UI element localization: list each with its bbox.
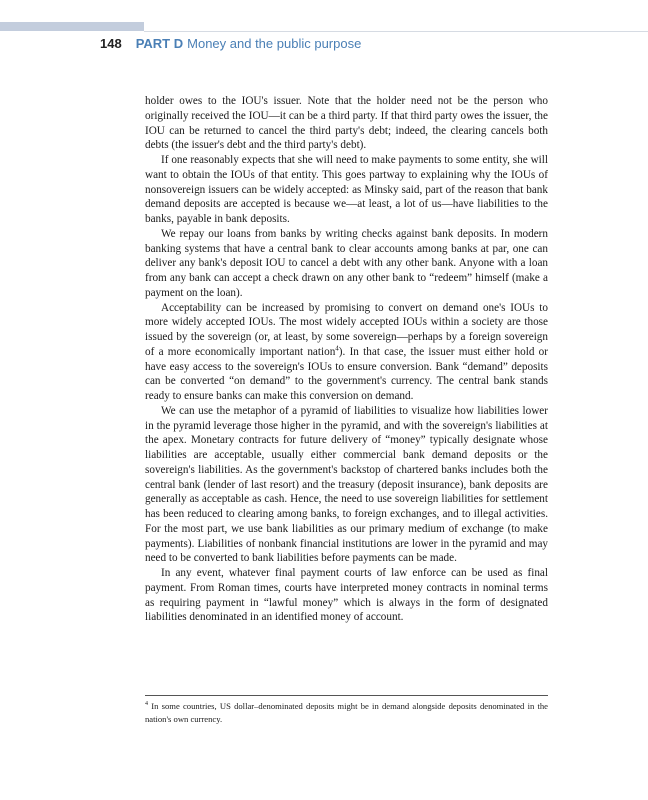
footnote-text: In some countries, US dollar–denominated deposits might be in demand alongside deposits denominated in the nation's own currency. (145, 701, 548, 724)
header-rule (144, 31, 648, 32)
paragraph: We can use the metaphor of a pyramid of liabilities to visualize how liabilities lower in the pyramid leverage those higher in the pyramid, and with the sovereign's liabilities at the apex. Monetary contracts for future delivery of “money” typically designate whose liabilities are acceptable, usually either commercial bank demand deposits or the sovereign's liabilities. As the government's backstop of chartered banks includes both the central bank (lender of last resort) and the treasury (deposit insurance), bank deposits are generally as acceptable as cash. Hence, the need to use sovereign liabilities for settlement has been reduced to clearing among banks, to foreign exchanges, and to illegal activities. For the most part, we use bank liabilities as our primary medium of exchange (to make payments). Liabilities of nonbank financial institutions are lower in the pyramid and may need to be converted to bank liabilities before payments can be made. (145, 404, 548, 565)
body-text (145, 94, 548, 625)
header-accent-bar (0, 22, 144, 31)
paragraph (145, 301, 548, 404)
page-number: 148 (100, 36, 122, 51)
paragraph-text: Acceptability can be increased by promising to convert on demand one's IOUs to more widely accepted IOUs. The most widely accepted IOUs within a society are those issued by the sovereign (or, at least, by some sovereign—perhaps by a foreign sovereign of a more economically important nation (145, 301, 548, 358)
paragraph: If one reasonably expects that she will need to make payments to some entity, she will want to obtain the IOUs of that entity. This goes partway to explaining why the IOUs of nonsovereign issuers can be widely accepted: as Minsky said, part of the reason that bank demand deposits are accepted is because we—at least, a lot of us—have liabilities to the banks, payable in bank deposits. (145, 154, 548, 225)
paragraph: We repay our loans from banks by writing checks against bank deposits. In modern banking systems that have a central bank to clear accounts among banks at par, one can deliver any bank's deposit IOU to cancel a debt with any other bank. Anyone with a loan from any bank can accept a check drawn on any other bank to “redeem” himself (make a payment on the loan). (145, 227, 548, 299)
footnote-number: 4 (145, 701, 148, 708)
footnote-rule (145, 695, 548, 696)
footnote-reference: 4 (335, 344, 339, 353)
running-header (100, 35, 361, 53)
paragraph: In any event, whatever final payment courts of law enforce can be used as final payment. From Roman times, courts have interpreted money contracts in nominal terms as requiring payment in “lawful money” which is always in the form of designated liabilities denominated in an identified money of account. (145, 567, 548, 624)
footnote (145, 700, 548, 725)
paragraph-text: ). In that case, the issuer must either hold or have easy access to the sovereign's IOUs to ensure conversion. Bank “demand” deposits can be converted “on demand” to the government's currency. The central bank stands ready to ensure banks can make this conversion on demand. (145, 345, 548, 402)
part-title: Money and the public purpose (187, 36, 362, 51)
part-label: PART D (135, 36, 184, 51)
paragraph: holder owes to the IOU's issuer. Note that the holder need not be the person who originally received the IOU—it can be a third party. If that third party owes the issuer, the IOU can be returned to cancel the third party's debt; indeed, the clearing cancels both debts (the issuer's debt and the third party's debt). (145, 95, 548, 152)
